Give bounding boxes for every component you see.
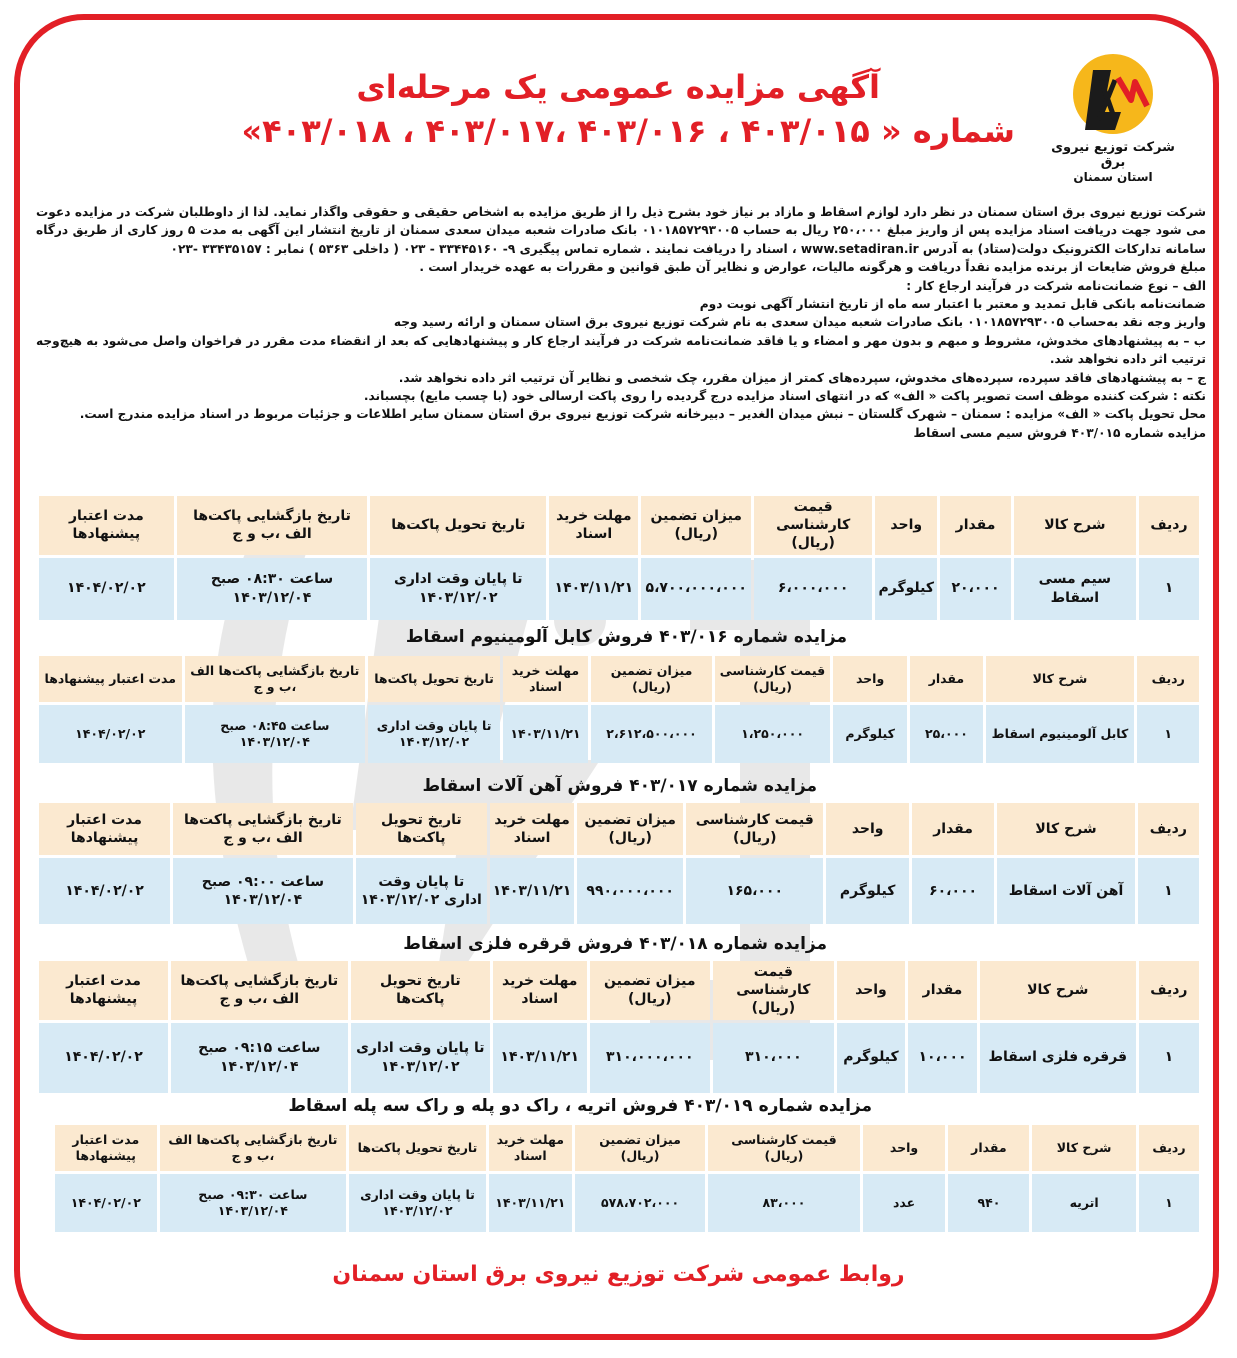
col-header: مدت اعتبار پیشنهادها xyxy=(39,961,168,1020)
table-cell: ۱ xyxy=(1139,558,1199,620)
col-header: تاریخ تحویل پاکت‌ها xyxy=(349,1125,486,1171)
intro-paragraph: واریز وجه نقد به‌حساب ۰۱۰۱۸۵۷۲۹۳۰۰۵ بانک صادرات شعبه میدان سعدی به نام شرکت توزیع نیروی برق استان سمنان و ارائه رسید وجه xyxy=(393,315,1206,330)
col-header: قیمت کارشناسی (ریال) xyxy=(708,1125,859,1171)
col-header: میزان تضمین (ریال) xyxy=(641,496,751,555)
intro-paragraph: ضمانت‌نامه بانکی قابل تمدید و معتبر با اعتبار سه ماه از تاریخ انتشار آگهی نوبت دوم xyxy=(699,297,1206,312)
table-cell: ۱۰،۰۰۰ xyxy=(908,1023,977,1093)
col-header: ردیف xyxy=(1139,496,1199,555)
col-header: مهلت خرید اسناد xyxy=(549,496,638,555)
col-header: شرح کالا xyxy=(1032,1125,1136,1171)
table-cell: کیلوگرم xyxy=(875,558,937,620)
table-cell: تا پایان وقت اداری ۱۴۰۳/۱۲/۰۲ xyxy=(351,1023,490,1093)
table-cell: اتریه xyxy=(1032,1174,1136,1232)
footer-public-relations: روابط عمومی شرکت توزیع نیروی برق استان سمنان xyxy=(332,1262,905,1287)
intro-paragraph: مزایده شماره ۴۰۳/۰۱۵ فروش سیم مسی اسقاط xyxy=(913,425,1206,440)
table-cell: ۶،۰۰۰،۰۰۰ xyxy=(754,558,872,620)
auction-table-017 xyxy=(36,800,1202,927)
auction-table-018 xyxy=(36,958,1202,1096)
intro-paragraph: الف – نوع ضمانت‌نامه شرکت در فرآیند ارجاع کار : xyxy=(906,278,1206,293)
table-cell: ۱۴۰۴/۰۲/۰۲ xyxy=(55,1174,157,1232)
table-cell: ۱۴۰۳/۱۱/۲۱ xyxy=(549,558,638,620)
col-header: ردیف xyxy=(1139,1125,1199,1171)
table-cell: ۲۵،۰۰۰ xyxy=(910,705,982,763)
table-cell: ۱۴۰۴/۰۲/۰۲ xyxy=(39,858,170,924)
table-cell: ۵۷۸،۷۰۲،۰۰۰ xyxy=(575,1174,706,1232)
table-cell: ۱ xyxy=(1137,705,1199,763)
col-header: میزان تضمین (ریال) xyxy=(591,656,712,702)
table-cell: ۱،۲۵۰،۰۰۰ xyxy=(715,705,830,763)
col-header: مهلت خرید اسناد xyxy=(489,1125,572,1171)
col-header: قیمت کارشناسی (ریال) xyxy=(754,496,872,555)
col-header: تاریخ بازگشایی پاکت‌ها الف ،ب و ج xyxy=(185,656,366,702)
col-header: تاریخ بازگشایی پاکت‌ها الف ،ب و ج xyxy=(173,803,353,855)
col-header: شرح کالا xyxy=(986,656,1135,702)
col-header: مهلت خرید اسناد xyxy=(503,656,588,702)
table-cell: کیلوگرم xyxy=(837,1023,906,1093)
col-header: مقدار xyxy=(940,496,1010,555)
col-header: تاریخ بازگشایی پاکت‌ها الف ،ب و ج xyxy=(160,1125,347,1171)
col-header: مدت اعتبار پیشنهادها xyxy=(39,496,174,555)
table-cell: ۶۰،۰۰۰ xyxy=(912,858,994,924)
col-header: مهلت خرید اسناد xyxy=(493,961,587,1020)
table-cell: ۱۴۰۳/۱۱/۲۱ xyxy=(489,1174,572,1232)
table-cell: آهن آلات اسقاط xyxy=(997,858,1134,924)
table-cell: ساعت ۰۸:۴۵ صبح ۱۴۰۳/۱۲/۰۴ xyxy=(185,705,366,763)
col-header: مقدار xyxy=(908,961,977,1020)
col-header: واحد xyxy=(863,1125,946,1171)
auction-numbers-title: شماره « ۴۰۳/۰۱۵ ، ۴۰۳/۰۱۶ ،۴۰۳/۰۱۷ ، ۴۰۳/۰۱۸» xyxy=(241,112,1015,150)
table-cell: ۱۴۰۳/۱۱/۲۱ xyxy=(503,705,588,763)
col-header: واحد xyxy=(826,803,908,855)
logo xyxy=(1038,50,1188,190)
col-header: واحد xyxy=(875,496,937,555)
table-cell: ۲۰،۰۰۰ xyxy=(940,558,1010,620)
col-header: مدت اعتبار پیشنهادها xyxy=(55,1125,157,1171)
table-cell: ۱۴۰۴/۰۲/۰۲ xyxy=(39,1023,168,1093)
table-cell: ۱۶۵،۰۰۰ xyxy=(686,858,823,924)
table-cell: ۹۹۰،۰۰۰،۰۰۰ xyxy=(577,858,683,924)
col-header: مقدار xyxy=(910,656,982,702)
intro-paragraph: شرکت توزیع نیروی برق استان سمنان در نظر دارد لوازم اسقاط و مازاد بر نیاز خود بشرح ذیل را از طریق مزایده به اشخاص حقیقی و حقوقی واگذار نماید. لذا از داوطلبان شرکت در مزایده دعوت می شود جهت دریافت اسناد مزایده پس از واریز مبلغ ۲۵۰،۰۰۰ ریال به حساب ۰۱۰۱۸۵۷۲۹۳۰۰۵ بانک صادرات شعبه میدان سعدی سمنان از تاریخ انتشار این آگهی به مدت ۵ روز کاری از طریق درگاه سامانه تدارکات الکترونیک دولت(ستاد) به آدرس www.setadiran.ir ، اسناد را دریافت نمایند . شماره تماس پیگیری ۹- ۳۳۴۴۵۱۶۰ - ۰۲۳ ( داخلی ۵۳۶۳ ) نمابر : ۳۳۴۳۵۱۵۷ -۰۲۳ xyxy=(36,205,1206,256)
power-tower-logo-icon xyxy=(1063,50,1163,138)
intro-paragraph: ج – به پیشنهادهای فاقد سپرده، سپرده‌های مخدوش، سپرده‌های کمتر از میزان مقرر، چک شخصی و نظایر آن ترتیب اثر داده نخواهد شد. xyxy=(398,370,1206,385)
logo-company: شرکت توزیع نیروی برق xyxy=(1051,140,1175,170)
section-title: مزایده شماره ۴۰۳/۰۱۷ فروش آهن آلات اسقاط xyxy=(422,776,817,796)
table-cell: قرقره فلزی اسقاط xyxy=(980,1023,1136,1093)
table-cell: تا پایان وقت اداری ۱۴۰۳/۱۲/۰۲ xyxy=(368,705,500,763)
table-cell: ۱ xyxy=(1139,1023,1199,1093)
section-title: مزایده شماره ۴۰۳/۰۱۶ فروش کابل آلومینیوم اسقاط xyxy=(405,627,847,647)
table-cell: ۲،۶۱۲،۵۰۰،۰۰۰ xyxy=(591,705,712,763)
col-header: واحد xyxy=(833,656,907,702)
table-cell: ۳۱۰،۰۰۰ xyxy=(713,1023,834,1093)
table-cell: ساعت ۰۹:۰۰ صبح ۱۴۰۳/۱۲/۰۴ xyxy=(173,858,353,924)
table-cell: سیم مسی اسقاط xyxy=(1014,558,1136,620)
col-header: مقدار xyxy=(912,803,994,855)
table-cell: تا پایان وقت اداری ۱۴۰۳/۱۲/۰۲ xyxy=(356,858,487,924)
table-cell: ۵،۷۰۰،۰۰۰،۰۰۰ xyxy=(641,558,751,620)
col-header: قیمت کارشناسی (ریال) xyxy=(686,803,823,855)
intro-text xyxy=(36,203,1206,442)
table-cell: ۸۳،۰۰۰ xyxy=(708,1174,859,1232)
col-header: میزان تضمین (ریال) xyxy=(577,803,683,855)
col-header: ردیف xyxy=(1137,656,1199,702)
col-header: ردیف xyxy=(1138,803,1199,855)
col-header: قیمت کارشناسی (ریال) xyxy=(713,961,834,1020)
table-cell: تا پایان وقت اداری ۱۴۰۳/۱۲/۰۲ xyxy=(370,558,546,620)
col-header: تاریخ تحویل پاکت‌ها xyxy=(356,803,487,855)
table-cell: کیلوگرم xyxy=(833,705,907,763)
table-cell: ۱ xyxy=(1138,858,1199,924)
col-header: شرح کالا xyxy=(980,961,1136,1020)
logo-province: استان سمنان xyxy=(1073,170,1153,184)
page-title: آگهی مزایده عمومی یک مرحله‌ای xyxy=(356,68,880,106)
table-cell: تا پایان وقت اداری ۱۴۰۳/۱۲/۰۲ xyxy=(349,1174,486,1232)
col-header: شرح کالا xyxy=(1014,496,1136,555)
intro-paragraph: محل تحویل پاکت « الف» مزایده : سمنان – شهرک گلستان – نبش میدان الغدیر – دبیرخانه شرکت توزیع نیروی برق استان سمنان سایر اطلاعات و جزئیات مربوط در اسناد مزایده مندرج است. xyxy=(79,407,1206,422)
col-header: تاریخ تحویل پاکت‌ها xyxy=(351,961,490,1020)
table-cell: ساعت ۰۹:۱۵ صبح ۱۴۰۳/۱۲/۰۴ xyxy=(171,1023,348,1093)
col-header: ردیف xyxy=(1139,961,1199,1020)
table-cell: عدد xyxy=(863,1174,946,1232)
intro-paragraph: نکته : شرکت کننده موظف است تصویر پاکت « الف» که در انتهای اسناد مزایده درج گردیده را روی پاکت ارسالی خود (با چسب مایع) بچسباند. xyxy=(363,389,1206,404)
intro-paragraph: ب – به پیشنهادهای مخدوش، مشروط و مبهم و بدون مهر و امضاء و یا فاقد ضمانت‌نامه شرکت در فرآیند ارجاع کار و پیشنهادهایی که بعد از انقضاء مدت مقرر در فراخوان واصل می‌شود به هیچ‌وجه ترتیب اثر داده نخواهد شد. xyxy=(36,333,1206,367)
col-header: مهلت خرید اسناد xyxy=(490,803,575,855)
table-cell: ساعت ۰۸:۳۰ صبح ۱۴۰۳/۱۲/۰۴ xyxy=(177,558,368,620)
section-title: مزایده شماره ۴۰۳/۰۱۹ فروش اتریه ، راک دو پله و راک سه پله اسقاط xyxy=(288,1096,872,1116)
col-header: تاریخ تحویل پاکت‌ها xyxy=(368,656,500,702)
header xyxy=(30,50,1210,200)
table-cell: کیلوگرم xyxy=(826,858,908,924)
col-header: شرح کالا xyxy=(997,803,1134,855)
intro-paragraph: مبلغ فروش ضایعات از برنده مزایده نقداً دریافت و هرگونه مالیات، عوارض و نظایر آن طبق قوانین و مقررات به عهده خریدار است . xyxy=(419,260,1206,275)
auction-table-015 xyxy=(36,493,1202,623)
col-header: تاریخ بازگشایی پاکت‌ها الف ،ب و ج xyxy=(171,961,348,1020)
table-cell: ۱۴۰۳/۱۱/۲۱ xyxy=(493,1023,587,1093)
table-cell: ۳۱۰،۰۰۰،۰۰۰ xyxy=(590,1023,711,1093)
col-header: واحد xyxy=(837,961,906,1020)
col-header: مقدار xyxy=(948,1125,1029,1171)
col-header: تاریخ تحویل پاکت‌ها xyxy=(370,496,546,555)
section-title: مزایده شماره ۴۰۳/۰۱۸ فروش قرقره فلزی اسقاط xyxy=(403,934,827,954)
table-cell: ۱ xyxy=(1139,1174,1199,1232)
col-header: میزان تضمین (ریال) xyxy=(575,1125,706,1171)
auction-table-016 xyxy=(36,653,1202,766)
table-cell: ۱۴۰۳/۱۱/۲۱ xyxy=(490,858,575,924)
table-cell: ۱۴۰۴/۰۲/۰۲ xyxy=(39,558,174,620)
col-header: میزان تضمین (ریال) xyxy=(590,961,711,1020)
col-header: تاریخ بازگشایی پاکت‌ها الف ،ب و ج xyxy=(177,496,368,555)
table-cell: ساعت ۰۹:۳۰ صبح ۱۴۰۳/۱۲/۰۴ xyxy=(160,1174,347,1232)
auction-table-019 xyxy=(52,1122,1202,1235)
col-header: مدت اعتبار پیشنهادها xyxy=(39,656,182,702)
table-cell: ۱۴۰۴/۰۲/۰۲ xyxy=(39,705,182,763)
table-cell: کابل آلومینیوم اسقاط xyxy=(986,705,1135,763)
col-header: قیمت کارشناسی (ریال) xyxy=(715,656,830,702)
col-header: مدت اعتبار پیشنهادها xyxy=(39,803,170,855)
table-cell: ۹۴۰ xyxy=(948,1174,1029,1232)
